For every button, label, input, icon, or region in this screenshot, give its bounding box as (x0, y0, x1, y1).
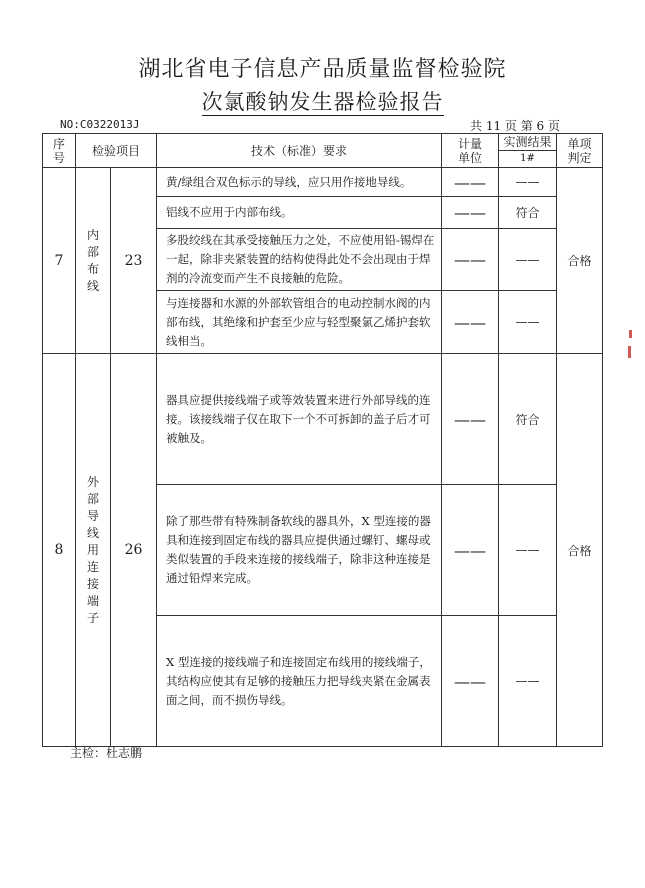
header-result-sample: 1# (520, 153, 535, 164)
result-cell: —— (499, 291, 557, 354)
header-requirement: 技术（标准）要求 (157, 134, 442, 168)
header-seq: 序号 (43, 134, 76, 168)
requirement-cell: 器具应提供接线端子或等效装置来进行外部导线的连接。该接线端子仅在取下一个不可拆卸的盖子后才可被触及。 (157, 354, 442, 485)
report-title: 次氯酸钠发生器检验报告 (201, 90, 444, 114)
group-8-clause: 26 (111, 354, 157, 747)
group-7-seq: 7 (43, 168, 76, 354)
table-row (43, 354, 603, 485)
inspection-table (42, 133, 603, 747)
table-row (43, 168, 603, 197)
unit-cell: —— (442, 485, 499, 616)
chief-inspector: 主检：杜志鹏 (70, 746, 143, 760)
seal-edge-mark (628, 346, 631, 358)
result-cell: —— (499, 229, 557, 291)
page-info: 共 11 页 第 6 页 (470, 119, 560, 133)
group-7-item: 内部布线 (76, 168, 111, 354)
unit-cell: —— (442, 616, 499, 747)
requirement-cell: 多股绞线在其承受接触压力之处，不应使用铅-锡焊在一起，除非夹紧装置的结构使得此处不会出现由于焊剂的冷流变而产生不良接触的危险。 (157, 229, 442, 291)
group-7-clause: 23 (111, 168, 157, 354)
requirement-cell: 黄/绿组合双色标示的导线，应只用作接地导线。 (157, 168, 442, 197)
header-unit: 计量单位 (442, 134, 499, 168)
unit-cell: —— (442, 354, 499, 485)
group-7-verdict: 合格 (557, 168, 603, 354)
header-verdict: 单项判定 (557, 134, 603, 168)
institute-name: 湖北省电子信息产品质量监督检验院 (138, 57, 507, 82)
header-result (499, 134, 557, 168)
unit-cell: —— (442, 229, 499, 291)
result-cell: —— (499, 485, 557, 616)
result-cell: —— (499, 168, 557, 197)
unit-cell: —— (442, 291, 499, 354)
group-8-seq: 8 (43, 354, 76, 747)
result-cell: —— (499, 616, 557, 747)
result-cell: 符合 (499, 354, 557, 485)
requirement-cell: 与连接器和水源的外部软管组合的电动控制水阀的内部布线，其绝缘和护套至少应与轻型聚氯乙烯护套软线相当。 (157, 291, 442, 354)
requirement-cell: X 型连接的接线端子和连接固定布线用的接线端子，其结构应使其有足够的接触压力把导线夹紧在金属表面之间，而不损伤导线。 (157, 616, 442, 747)
report-number: NO:C0322013J (60, 118, 140, 131)
group-8-verdict: 合格 (557, 354, 603, 747)
requirement-cell: 铝线不应用于内部布线。 (157, 197, 442, 229)
header-row (43, 134, 603, 168)
unit-cell: —— (442, 168, 499, 197)
group-8-item: 外部导线用连接端子 (76, 354, 111, 747)
header-item: 检验项目 (76, 134, 157, 168)
unit-cell: —— (442, 197, 499, 229)
header-result-label: 实测结果 (499, 134, 556, 151)
requirement-cell: 除了那些带有特殊制备软线的器具外，X 型连接的器具和连接到固定布线的器具应提供通过螺钉、螺母或类似装置的手段来连接的接线端子，除非这种连接是通过铅焊来完成。 (157, 485, 442, 616)
seal-edge-mark (629, 330, 632, 338)
result-cell: 符合 (499, 197, 557, 229)
